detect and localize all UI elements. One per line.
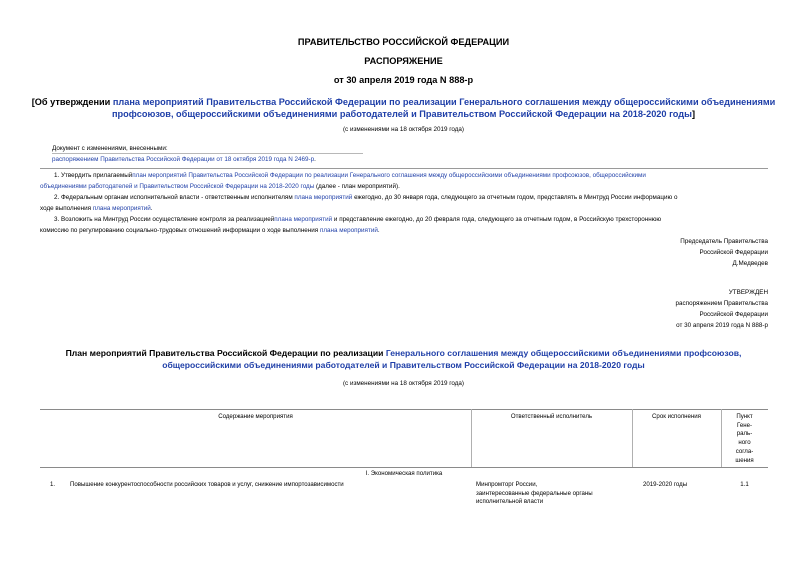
row-number: 1.	[49, 481, 56, 488]
p3-end: .	[377, 226, 380, 234]
p2-text-line2: ходе выполнения	[40, 204, 92, 212]
approved-by: распоряжением Правительства	[675, 300, 768, 307]
p3-plan-link-2[interactable]: плана мероприятий	[319, 226, 378, 234]
approved-country: Российской Федерации	[699, 311, 768, 318]
title-prefix: [Об утверждении	[31, 97, 111, 107]
signature-title: Председатель Правительства	[680, 238, 768, 245]
row-executor-line: исполнительной власти	[476, 498, 544, 506]
header-clause-line: шения	[735, 456, 754, 464]
plan-title-link-cont[interactable]: общероссийскими объединениями работодателей и Правительством Российской Федерации на 2018-2020 годы	[162, 359, 645, 370]
edition-note: (с изменениями на 18 октября 2019 года)	[342, 126, 465, 133]
header-deadline: Срок исполнения	[652, 413, 701, 420]
row-clause: 1.1	[740, 481, 749, 488]
p1-plan-link[interactable]: план мероприятий Правительства Российской Федерации по реализации Генерального соглашения между общероссийскими объединениями профсоюзов, общероссийскими	[132, 172, 646, 179]
row-executor	[476, 481, 632, 507]
p3-plan-link[interactable]: плана мероприятий	[274, 216, 333, 223]
row-executor-line: заинтересованные федеральные органы	[476, 489, 593, 497]
header-clause-line: раль-	[736, 430, 753, 438]
header-clause	[721, 413, 768, 465]
approved-date: от 30 апреля 2019 года N 888-р	[676, 322, 768, 329]
approved-label: УТВЕРЖДЕН	[728, 289, 768, 296]
amendments-divider	[52, 153, 363, 154]
paragraph-2	[40, 193, 768, 215]
table-header-bottom-border	[40, 467, 768, 468]
government-name: ПРАВИТЕЛЬСТВО РОССИЙСКОЙ ФЕДЕРАЦИИ	[297, 37, 510, 47]
title-plan-link[interactable]: плана мероприятий Правительства Российской Федерации по реализации Генерального соглашения между общероссийскими объединениями	[112, 97, 776, 107]
p3-text-line2: комиссию по регулированию социально-трудовых отношений информации о ходе выполнения	[40, 226, 319, 234]
row-content: Повышение конкурентоспособности российских товаров и услуг, снижение импортозависимости	[70, 481, 344, 488]
p2-plan-link-2[interactable]: плана мероприятий	[92, 204, 151, 212]
amendments-label: Документ с изменениями, внесенными:	[52, 145, 168, 152]
title-suffix: ]	[691, 109, 696, 119]
header-clause-line: согла-	[735, 447, 754, 455]
plan-title-prefix: План мероприятий Правительства Российской Федерации по реализации	[65, 348, 384, 358]
p2-text: 2. Федеральным органам исполнительной власти - ответственным исполнителям	[54, 194, 293, 201]
section-divider	[40, 168, 768, 169]
paragraph-3	[40, 215, 768, 237]
title-plan-link-cont[interactable]: профсоюзов, общероссийскими объединениями работодателей и Правительством Российской Федерации на 2018-2020 годы	[111, 109, 692, 119]
row-executor-line: Минпромторг России,	[476, 481, 538, 488]
signature-block	[560, 236, 768, 269]
document-date-number: от 30 апреля 2019 года N 888-р	[333, 75, 474, 85]
amendment-link[interactable]: распоряжением Правительства Российской Федерации от 18 октября 2019 года N 2469-р	[52, 156, 315, 163]
header-clause-line: Пункт	[736, 413, 753, 420]
header-executor: Ответственный исполнитель	[510, 413, 593, 420]
signature-name: Д.Медведев	[732, 260, 768, 267]
plan-edition-note: (с изменениями на 18 октября 2019 года)	[342, 380, 465, 387]
p2-plan-link[interactable]: плана мероприятий	[294, 194, 353, 201]
paragraph-1	[40, 171, 768, 193]
row-deadline: 2019-2020 годы	[643, 481, 688, 488]
amendments-entry	[52, 155, 316, 166]
document-type: РАСПОРЯЖЕНИЕ	[364, 56, 443, 66]
header-clause-line: Гене-	[736, 421, 753, 429]
amendment-end: .	[314, 156, 316, 163]
header-clause-line: ного	[738, 439, 751, 447]
p2-end: .	[150, 204, 153, 212]
approved-block	[560, 287, 768, 331]
p3-text: 3. Возложить на Минтруд России осуществление контроля за реализацией	[54, 216, 275, 223]
p1-plan-link-cont[interactable]: объединениями работодателей и Правительством Российской Федерации на 2018-2020 годы	[40, 182, 315, 190]
document-title	[0, 96, 807, 120]
signature-country: Российской Федерации	[699, 249, 768, 256]
header-content: Содержание мероприятия	[218, 413, 293, 420]
table-section-heading: I. Экономическая политика	[365, 470, 443, 477]
table-top-border	[40, 409, 768, 410]
plan-title-link[interactable]: Генерального соглашения между общероссийскими объединениями профсоюзов,	[385, 348, 742, 358]
p1-text: 1. Утвердить прилагаемый	[54, 172, 133, 179]
p2-text-mid: ежегодно, до 30 января года, следующего за отчетным годом, представлять в Минтруд России информацию о	[354, 194, 678, 201]
p3-text-mid: и представление ежегодно, до 20 февраля года, следующего за отчетным годом, в Российскую трехстороннюю	[333, 216, 662, 223]
plan-title	[0, 348, 807, 371]
p1-text-end: (далее - план мероприятий).	[316, 182, 400, 190]
